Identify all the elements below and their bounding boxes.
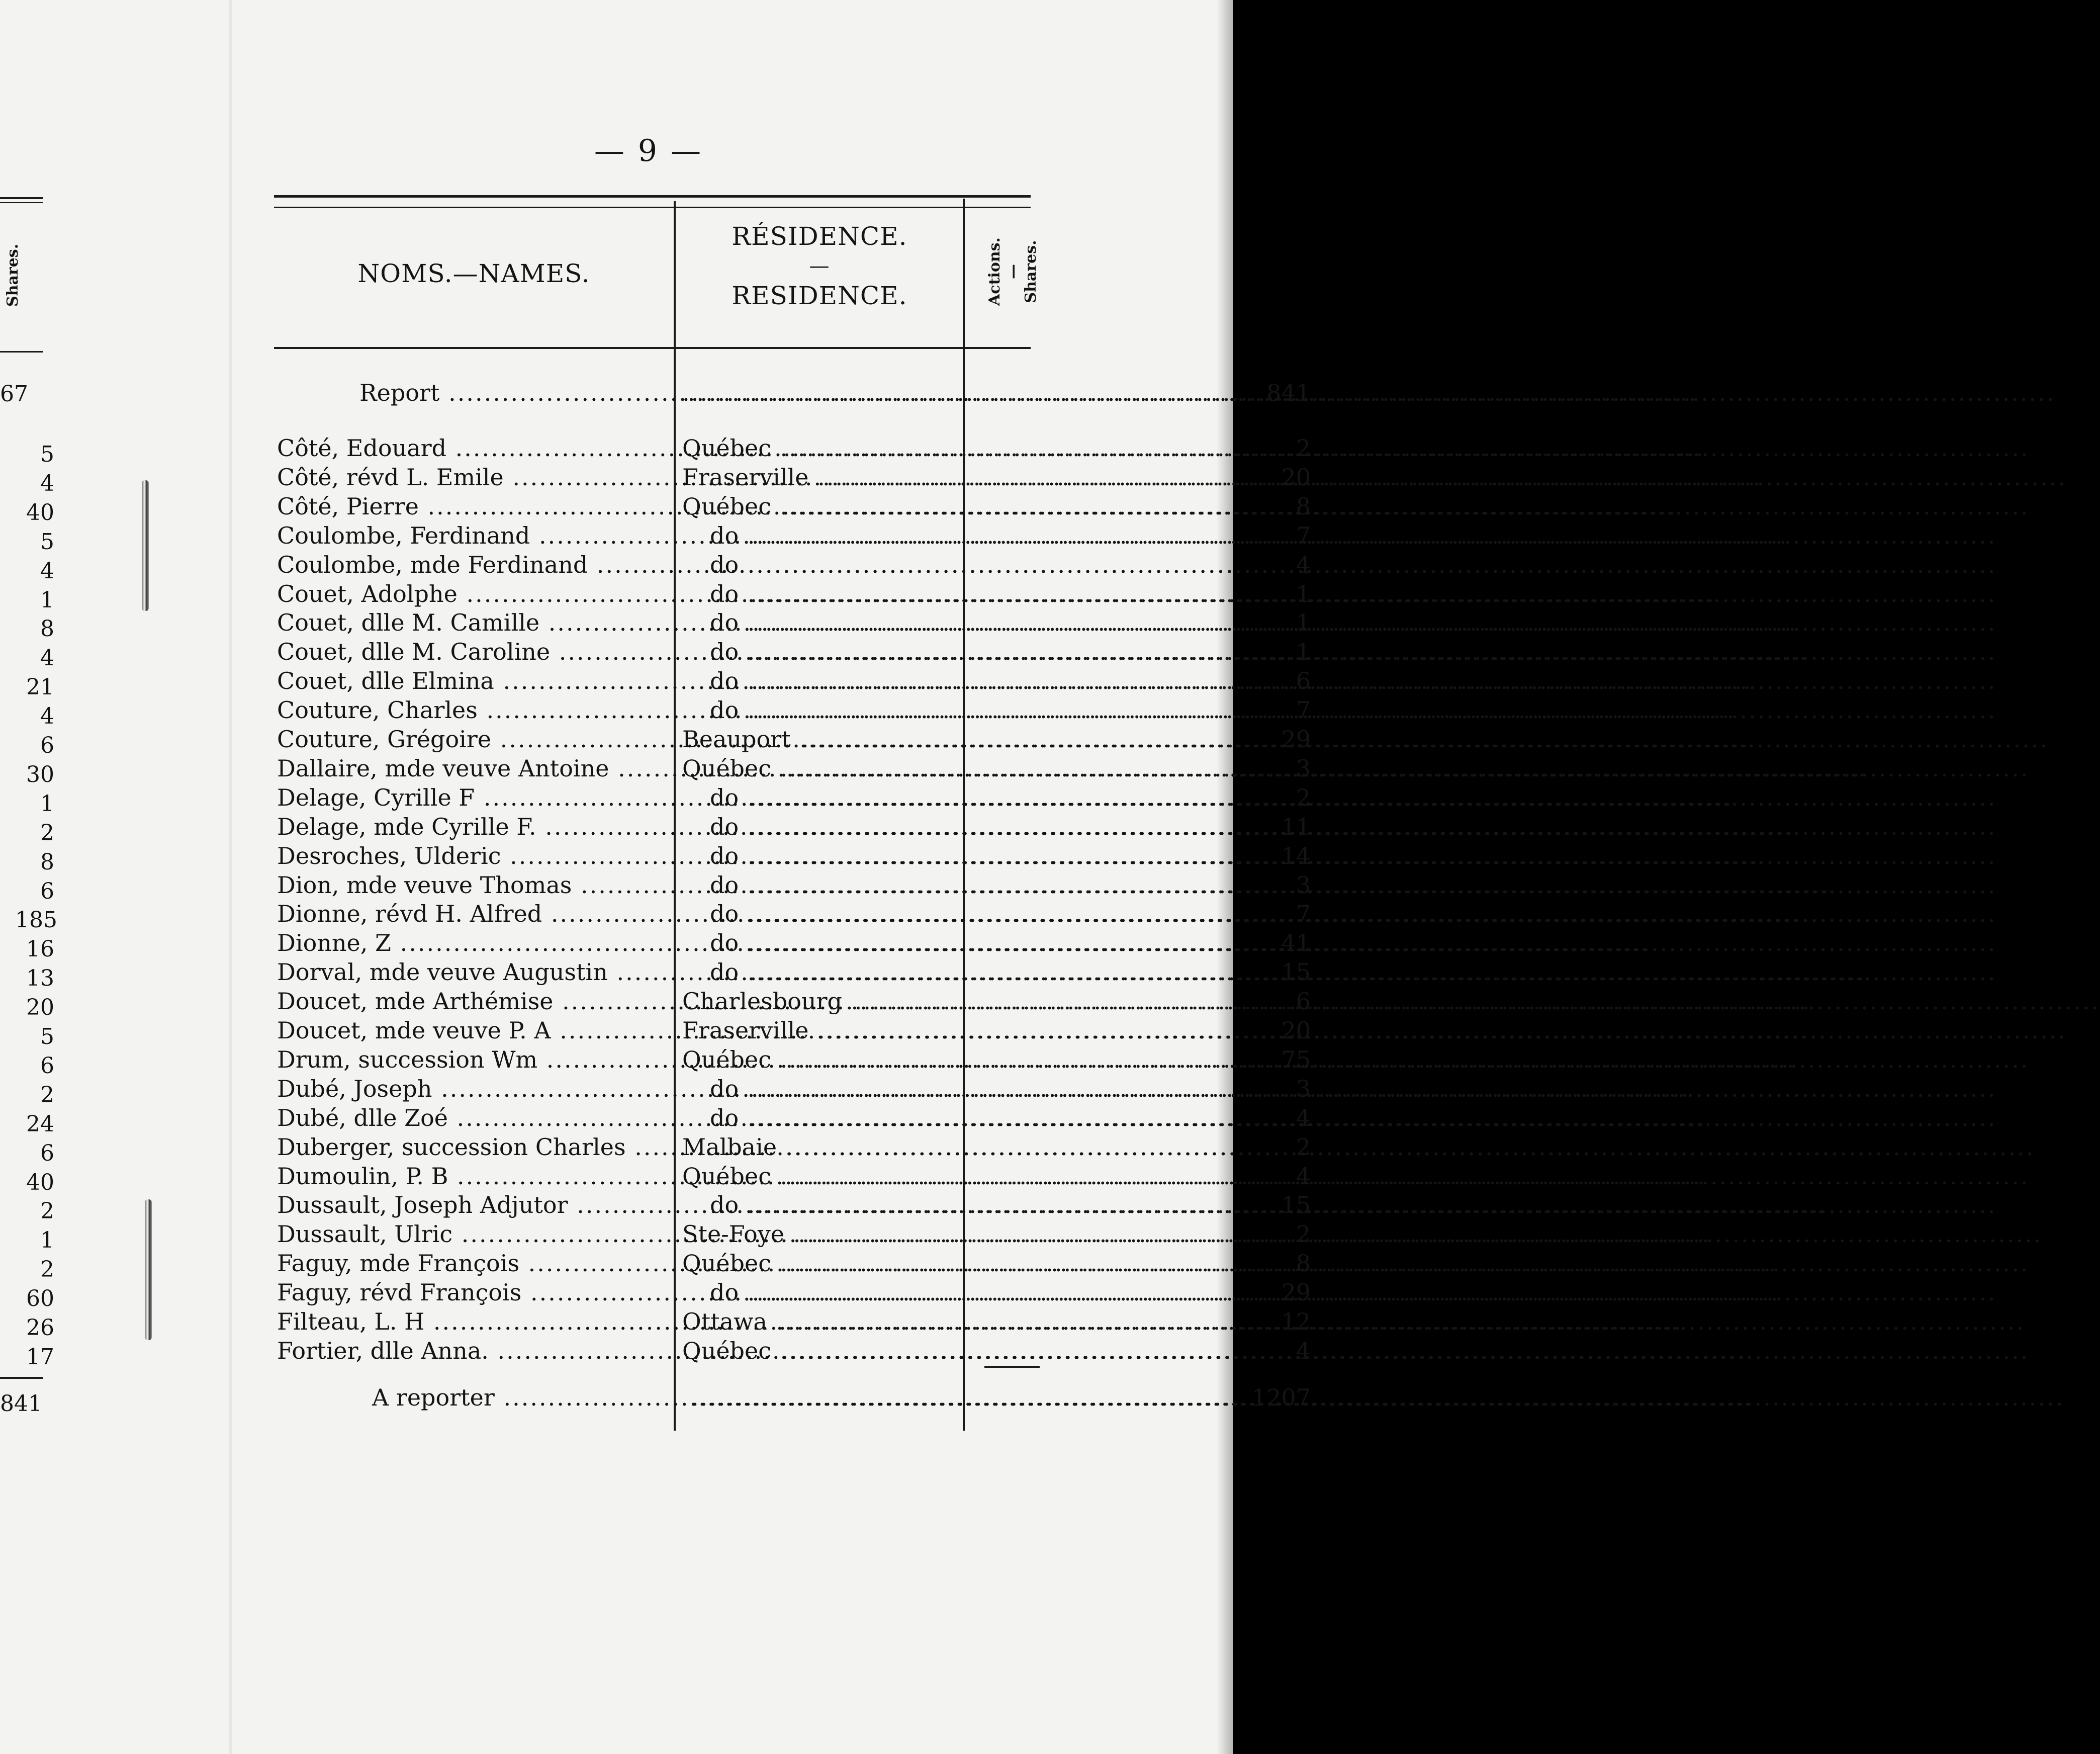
left-shares-value: 4 bbox=[40, 645, 54, 671]
shareholder-shares: 20 bbox=[1281, 1017, 1311, 1044]
shareholder-name: Couet, dlle Elmina ..... bbox=[277, 666, 677, 695]
table-row bbox=[274, 1016, 1311, 1045]
staple bbox=[142, 480, 149, 611]
header-shares-label: Shares. bbox=[1022, 240, 1040, 303]
shareholder-name: Delage, Cyrille F ..... bbox=[277, 783, 677, 812]
shareholder-name: Côté, Pierre ..... bbox=[277, 492, 677, 521]
header-residence-fr: RÉSIDENCE. bbox=[732, 222, 907, 251]
shareholder-name: Couture, Grégoire ..... bbox=[277, 725, 677, 754]
table-row bbox=[274, 1045, 1311, 1074]
shareholder-name: Dussault, Ulric ..... bbox=[277, 1219, 677, 1249]
table-row bbox=[274, 492, 1311, 521]
left-shares-value: 1 bbox=[40, 791, 54, 817]
table-row bbox=[274, 1278, 1311, 1307]
shareholder-name: Doucet, mde veuve P. A ..... bbox=[277, 1016, 677, 1045]
left-shares-value: 40 bbox=[26, 1169, 54, 1195]
header-residence-dash: — bbox=[809, 254, 830, 278]
shareholder-shares: 4 bbox=[1296, 1104, 1311, 1131]
shareholder-shares: 3 bbox=[1296, 1075, 1311, 1102]
left-shares-value: 60 bbox=[26, 1286, 54, 1312]
shareholder-residence: do ..... bbox=[682, 812, 1238, 841]
header-actions: Actions. bbox=[986, 237, 1003, 306]
left-top-rule bbox=[0, 197, 43, 199]
shareholder-name: Dionne, révd H. Alfred ..... bbox=[277, 899, 677, 928]
shareholder-residence: do ..... bbox=[682, 957, 1238, 987]
shareholder-name: Côté, Edouard ..... bbox=[277, 433, 677, 463]
table-row bbox=[274, 1132, 1311, 1162]
table-row bbox=[274, 608, 1311, 637]
shareholder-shares: 2 bbox=[1296, 783, 1311, 811]
shareholder-shares: 3 bbox=[1296, 871, 1311, 899]
table-row bbox=[274, 928, 1311, 957]
a-reporter-residence-leader bbox=[691, 1383, 1234, 1412]
header-actions-dash: — bbox=[1004, 264, 1022, 280]
shareholder-shares: 1 bbox=[1296, 609, 1311, 637]
shareholder-name: Couture, Charles ..... bbox=[277, 695, 677, 725]
total-rule bbox=[984, 1366, 1040, 1368]
left-shares-value: 4 bbox=[40, 558, 54, 584]
staple bbox=[145, 1199, 152, 1340]
table-row bbox=[274, 521, 1311, 550]
table-row bbox=[274, 433, 1311, 463]
shareholder-name: Dion, mde veuve Thomas ..... bbox=[277, 870, 677, 900]
shareholder-name: Dubé, dlle Zoé ..... bbox=[277, 1103, 677, 1132]
shareholder-residence: do ..... bbox=[682, 666, 1238, 695]
shareholder-residence: Ste-Foye ..... bbox=[682, 1219, 1238, 1249]
table-row bbox=[274, 637, 1311, 666]
shareholder-shares: 7 bbox=[1296, 521, 1311, 549]
left-shares-value: 21 bbox=[26, 674, 54, 700]
shareholder-residence: Fraserville ..... bbox=[682, 463, 1238, 492]
shareholder-residence: Québec ..... bbox=[682, 1045, 1238, 1074]
header-shares-rotated bbox=[986, 237, 1040, 306]
report-row bbox=[274, 378, 1311, 407]
shareholder-shares: 20 bbox=[1281, 463, 1311, 491]
a-reporter-row bbox=[274, 1383, 1311, 1412]
shareholder-residence: Fraserville ..... bbox=[682, 1016, 1238, 1045]
table-row bbox=[274, 1249, 1311, 1278]
table-top-rule bbox=[274, 195, 1031, 208]
table-row bbox=[274, 666, 1311, 695]
left-total-rule bbox=[0, 1377, 43, 1379]
table-row bbox=[274, 695, 1311, 725]
table-row bbox=[274, 812, 1311, 841]
shareholder-residence: Québec ..... bbox=[682, 492, 1238, 521]
shareholder-shares: 14 bbox=[1281, 842, 1311, 869]
table-row bbox=[274, 841, 1311, 870]
shareholder-shares: 4 bbox=[1296, 551, 1311, 578]
left-shares-value: 8 bbox=[40, 616, 54, 642]
shareholder-residence: Québec ..... bbox=[682, 433, 1238, 463]
left-shares-value: 185 bbox=[15, 907, 57, 933]
left-shares-value: 17 bbox=[26, 1344, 54, 1370]
shareholder-shares: 15 bbox=[1281, 958, 1311, 986]
table-row bbox=[274, 579, 1311, 608]
left-header-rule bbox=[0, 351, 43, 353]
shareholder-residence: Charlesbourg ..... bbox=[682, 987, 1238, 1016]
shareholder-residence: do ..... bbox=[682, 841, 1238, 870]
shareholder-name: Duberger, succession Charles ..... bbox=[277, 1132, 677, 1162]
shareholder-name: Doucet, mde Arthémise ..... bbox=[277, 987, 677, 1016]
shareholder-name: Delage, mde Cyrille F. ..... bbox=[277, 812, 677, 841]
left-shares-value: 20 bbox=[26, 995, 54, 1021]
header-shares bbox=[963, 206, 1040, 342]
shareholder-residence: do ..... bbox=[682, 1278, 1238, 1307]
shareholder-shares: 3 bbox=[1296, 754, 1311, 782]
table-row bbox=[274, 783, 1311, 812]
shareholder-name: Dumoulin, P. B ..... bbox=[277, 1162, 677, 1191]
shareholder-shares: 2 bbox=[1296, 1220, 1311, 1248]
shareholder-shares: 11 bbox=[1281, 813, 1311, 840]
left-shares-value: 1 bbox=[40, 587, 54, 613]
shareholder-shares: 4 bbox=[1296, 1337, 1311, 1364]
shareholder-name: Dubé, Joseph ..... bbox=[277, 1074, 677, 1103]
table-row bbox=[274, 550, 1311, 579]
shareholder-residence: Québec ..... bbox=[682, 754, 1238, 783]
a-reporter-label: A reporter ..... bbox=[372, 1383, 674, 1412]
left-shares-value: 6 bbox=[40, 1053, 54, 1079]
left-page-fragment bbox=[0, 0, 60, 1754]
shareholder-shares: 7 bbox=[1296, 900, 1311, 928]
shareholder-name: Drum, succession Wm ..... bbox=[277, 1045, 677, 1074]
table-row bbox=[274, 1307, 1311, 1336]
shareholder-residence: do ..... bbox=[682, 1103, 1238, 1132]
shareholder-shares: 15 bbox=[1281, 1191, 1311, 1219]
shareholder-shares: 1 bbox=[1296, 638, 1311, 666]
shareholder-name: Coulombe, mde Ferdinand ..... bbox=[277, 550, 677, 579]
shareholder-shares: 12 bbox=[1281, 1308, 1311, 1335]
shareholder-residence: do ..... bbox=[682, 783, 1238, 812]
table-row bbox=[274, 1162, 1311, 1191]
shareholder-residence: do ..... bbox=[682, 550, 1238, 579]
report-label: Report ..... bbox=[359, 378, 671, 407]
shareholder-shares: 6 bbox=[1296, 667, 1311, 695]
left-total: 841 bbox=[0, 1391, 42, 1417]
left-shares-value: 8 bbox=[40, 849, 54, 875]
shareholder-name: Dussault, Joseph Adjutor ..... bbox=[277, 1190, 677, 1219]
shareholder-shares: 41 bbox=[1281, 929, 1311, 957]
shareholder-residence: do ..... bbox=[682, 1190, 1238, 1219]
table-row bbox=[274, 1190, 1311, 1219]
shareholder-name: Fortier, dlle Anna. ..... bbox=[277, 1336, 677, 1365]
shareholder-shares: 75 bbox=[1281, 1045, 1311, 1073]
shareholder-shares: 4 bbox=[1296, 1162, 1311, 1190]
left-top-rule-thin bbox=[0, 202, 43, 203]
shareholder-residence: do ..... bbox=[682, 521, 1238, 550]
shareholder-shares: 8 bbox=[1296, 1250, 1311, 1277]
left-shares-value: 30 bbox=[26, 761, 54, 787]
shareholder-name: Couet, Adolphe ..... bbox=[277, 579, 677, 608]
shareholder-shares: 29 bbox=[1281, 1279, 1311, 1306]
shareholder-shares: 2 bbox=[1296, 434, 1311, 462]
header-names: NOMS.—NAMES. bbox=[357, 259, 590, 288]
shareholder-shares: 7 bbox=[1296, 696, 1311, 724]
shareholder-shares: 6 bbox=[1296, 988, 1311, 1015]
page-number: — 9 — bbox=[594, 133, 703, 168]
shareholder-residence: Beauport ..... bbox=[682, 725, 1238, 754]
shareholder-shares: 2 bbox=[1296, 1133, 1311, 1161]
shareholder-name: Faguy, mde François ..... bbox=[277, 1249, 677, 1278]
page-fold bbox=[229, 0, 232, 1754]
report-shares: 841 bbox=[1266, 379, 1311, 406]
shareholder-residence: Malbaie ..... bbox=[682, 1132, 1238, 1162]
left-shares-value: 5 bbox=[40, 529, 54, 555]
left-carried-value: 67 bbox=[0, 381, 28, 407]
shareholder-residence: do ..... bbox=[682, 695, 1238, 725]
shareholder-name: Couet, dlle M. Caroline ..... bbox=[277, 637, 677, 666]
table-row bbox=[274, 1074, 1311, 1103]
left-shares-value: 4 bbox=[40, 470, 54, 496]
left-shares-value: 24 bbox=[26, 1111, 54, 1137]
shareholder-name: Filteau, L. H ..... bbox=[277, 1307, 677, 1336]
left-shares-value: 2 bbox=[40, 1082, 54, 1108]
shareholder-residence: do ..... bbox=[682, 608, 1238, 637]
shareholder-residence: do ..... bbox=[682, 1074, 1238, 1103]
table-row bbox=[274, 725, 1311, 754]
shareholder-shares: 1 bbox=[1296, 580, 1311, 607]
table-row bbox=[274, 1219, 1311, 1249]
shareholder-residence: do ..... bbox=[682, 928, 1238, 957]
table-row bbox=[274, 463, 1311, 492]
shareholder-residence: do ..... bbox=[682, 870, 1238, 900]
left-shares-value: 2 bbox=[40, 820, 54, 846]
header-bottom-rule bbox=[274, 347, 1031, 349]
header-residence-en: RESIDENCE. bbox=[732, 281, 907, 310]
table-row bbox=[274, 754, 1311, 783]
shareholder-name: Couet, dlle M. Camille ..... bbox=[277, 608, 677, 637]
a-reporter-shares: 1207 bbox=[1251, 1384, 1311, 1411]
shareholder-residence: Ottawa ..... bbox=[682, 1307, 1238, 1336]
shareholder-name: Dorval, mde veuve Augustin ..... bbox=[277, 957, 677, 987]
left-shares-value: 1 bbox=[40, 1227, 54, 1254]
left-shares-value: 16 bbox=[26, 936, 54, 962]
left-shares-value: 4 bbox=[40, 704, 54, 730]
left-shares-value: 13 bbox=[26, 966, 54, 992]
left-shares-value: 6 bbox=[40, 1140, 54, 1166]
shareholder-name: Faguy, révd François ..... bbox=[277, 1278, 677, 1307]
shareholder-name: Côté, révd L. Emile ..... bbox=[277, 463, 677, 492]
left-shares-value: 6 bbox=[40, 733, 54, 758]
left-shares-value: 5 bbox=[40, 442, 54, 467]
left-shares-value: 26 bbox=[26, 1315, 54, 1341]
shareholder-residence: do ..... bbox=[682, 579, 1238, 608]
left-shares-value: 40 bbox=[26, 499, 54, 525]
left-shares-value: 2 bbox=[40, 1198, 54, 1224]
shareholder-name: Coulombe, Ferdinand ..... bbox=[277, 521, 677, 550]
left-shares-value: 2 bbox=[40, 1257, 54, 1283]
table-row bbox=[274, 957, 1311, 987]
shareholder-name: Dallaire, mde veuve Antoine ..... bbox=[277, 754, 677, 783]
table-row bbox=[274, 899, 1311, 928]
table-row bbox=[274, 870, 1311, 900]
left-shares-header: Shares. bbox=[4, 243, 22, 307]
left-shares-value: 5 bbox=[40, 1024, 54, 1049]
shareholder-name: Dionne, Z ..... bbox=[277, 928, 677, 957]
shareholder-residence: Québec ..... bbox=[682, 1249, 1238, 1278]
table-row bbox=[274, 987, 1311, 1016]
table-row bbox=[274, 1336, 1311, 1365]
report-residence-leader bbox=[682, 378, 1238, 407]
shareholder-residence: do ..... bbox=[682, 637, 1238, 666]
header-residence bbox=[676, 221, 963, 311]
left-shares-value: 6 bbox=[40, 878, 54, 904]
shareholder-name: Desroches, Ulderic ..... bbox=[277, 841, 677, 870]
shareholder-residence: do ..... bbox=[682, 899, 1238, 928]
shareholder-shares: 29 bbox=[1281, 726, 1311, 753]
shareholder-residence: Québec ..... bbox=[682, 1162, 1238, 1191]
shareholder-shares: 8 bbox=[1296, 492, 1311, 520]
table-row bbox=[274, 1103, 1311, 1132]
shareholder-residence: Québec ..... bbox=[682, 1336, 1238, 1365]
